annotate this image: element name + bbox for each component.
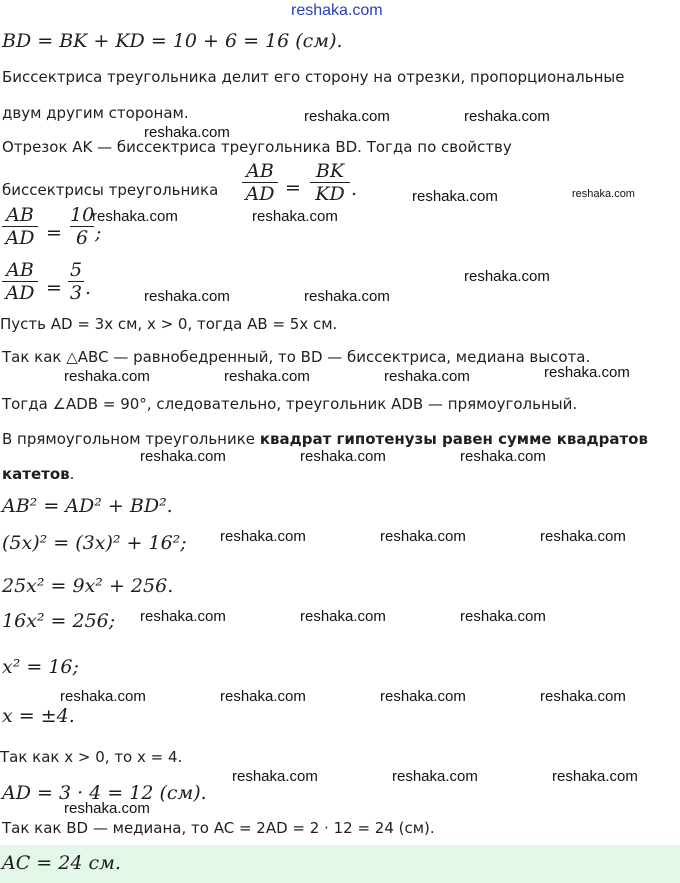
watermark: reshaka.com [304,108,390,125]
watermark: reshaka.com [92,208,178,225]
numerator: AB [6,204,34,226]
bisector-theorem-line1: Биссектриса треугольника делит его сторону на отрезки, пропорциональные [2,68,625,86]
period: . [351,178,358,200]
ac-calculation-line: Так как BD — медиана, то AC = 2AD = 2 · 12 = 24 (см). [2,819,435,837]
numerator: 5 [69,259,83,281]
watermark: reshaka.com [140,608,226,625]
site-header[interactable]: reshaka.com [291,2,383,19]
watermark: reshaka.com [144,124,230,141]
watermark: reshaka.com [464,268,550,285]
bisector-theorem-line2: двум другим сторонам. [2,104,189,122]
segment-ak-statement: Отрезок AK — биссектриса треугольника BD. Тогда по свойству [2,138,512,156]
watermark: reshaka.com [224,368,310,385]
watermark: reshaka.com [384,368,470,385]
statement-bold: катетов [2,465,70,483]
watermark: reshaka.com [220,528,306,545]
x-squared-equation: x² = 16; [2,656,79,678]
numerator: BK [315,160,345,182]
numerator: 10 [70,204,95,226]
x-positive-line: Так как x > 0, то x = 4. [0,748,183,766]
substitution-equation: (5x)² = (3x)² + 16²; [2,532,187,554]
watermark: reshaka.com [380,688,466,705]
isosceles-line: Так как △ABC — равнобедренный, то BD — биссектриса, медиана высота. [2,348,591,366]
fraction-ab-ad-2 [2,204,38,249]
let-ad-line: Пусть AD = 3x см, x > 0, тогда AB = 5x см. [0,315,338,333]
denominator: KD [315,183,345,205]
fraction-ab-ad [242,160,278,205]
pythagoras-equation: AB² = AD² + BD². [2,495,173,517]
denominator: 3 [69,282,83,304]
fraction-ab-ad-3 [2,259,38,304]
simplified-equation: 16x² = 256; [2,610,116,632]
watermark: reshaka.com [540,528,626,545]
watermark: reshaka.com [544,364,630,381]
watermark: reshaka.com [460,448,546,465]
fraction-5-3 [68,259,84,304]
watermark: reshaka.com [60,688,146,705]
equals-sign: = [285,177,301,199]
numerator: AB [246,160,274,182]
ad-value-line: AD = 3 · 4 = 12 (см). [2,782,207,804]
answer-text: AC = 24 см. [2,852,121,874]
right-angle-line: Тогда ∠ADB = 90°, следовательно, треугольник ADB — прямоугольный. [2,395,578,413]
denominator: AD [5,227,35,249]
pythagoras-statement-cont: катетов. [2,465,75,483]
statement-bold: квадрат гипотенузы равен сумме квадратов [259,430,648,448]
denominator: 6 [75,227,89,249]
watermark: reshaka.com [572,188,635,200]
watermark: reshaka.com [64,368,150,385]
line-bd-sum: BD = BK + KD = 10 + 6 = 16 (см). [2,30,343,52]
pythagoras-statement [2,430,648,448]
watermark: reshaka.com [140,448,226,465]
equals-sign: = [46,277,62,299]
watermark: reshaka.com [64,800,150,817]
x-solutions: x = ±4. [2,705,75,727]
denominator: AD [5,282,35,304]
fraction-10-6 [70,204,94,249]
watermark: reshaka.com [300,608,386,625]
fraction-bk-kd [310,160,350,205]
watermark: reshaka.com [232,768,318,785]
semicolon: ; [95,222,102,244]
watermark: reshaka.com [392,768,478,785]
watermark: reshaka.com [300,448,386,465]
denominator: AD [245,183,275,205]
watermark: reshaka.com [552,768,638,785]
statement-text: В прямоугольном треугольнике [2,430,260,448]
watermark: reshaka.com [540,688,626,705]
bisector-property-label: биссектрисы треугольника [2,181,219,199]
watermark: reshaka.com [464,108,550,125]
watermark: reshaka.com [460,608,546,625]
expanded-equation: 25x² = 9x² + 256. [2,575,174,597]
watermark: reshaka.com [220,688,306,705]
watermark: reshaka.com [412,188,498,205]
equals-sign: = [46,222,62,244]
watermark: reshaka.com [144,288,230,305]
watermark: reshaka.com [304,288,390,305]
watermark: reshaka.com [380,528,466,545]
numerator: AB [6,259,34,281]
answer-box [0,845,680,883]
period: . [85,277,92,299]
watermark: reshaka.com [252,208,338,225]
